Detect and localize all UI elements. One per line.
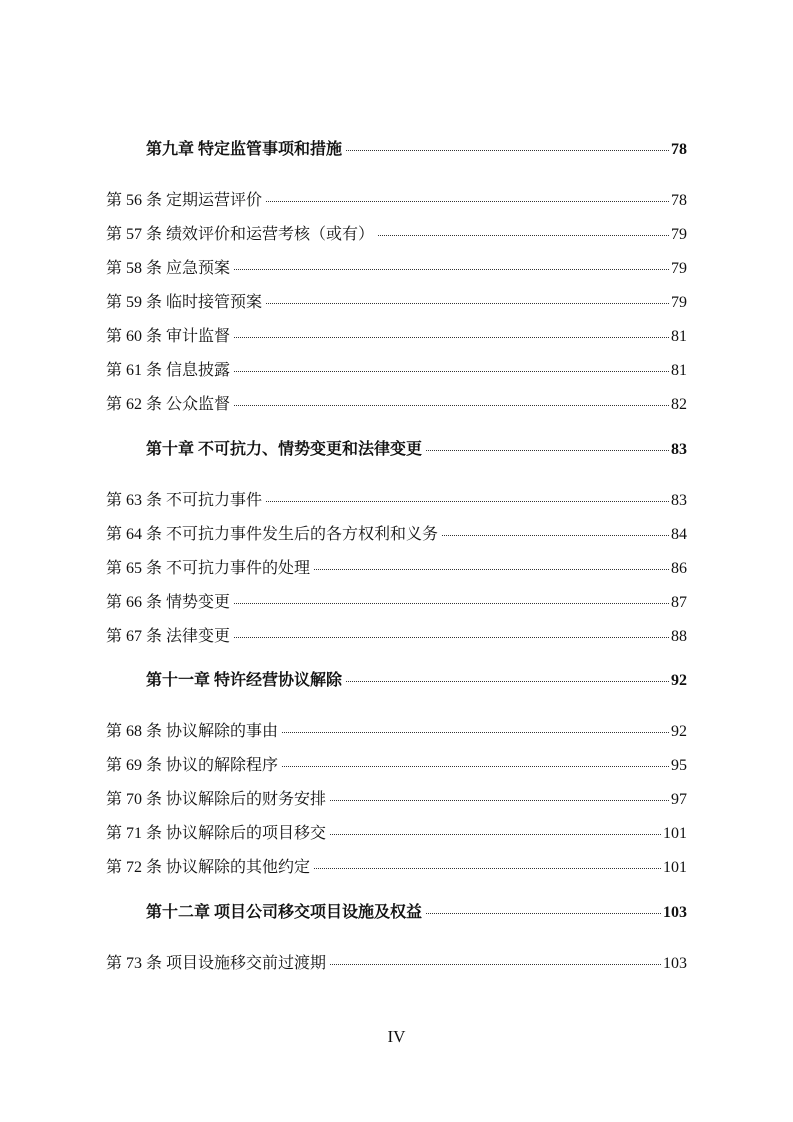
toc-chapter-10 (146, 436, 687, 459)
toc-page-number: 81 (671, 362, 687, 379)
toc-article-59 (106, 289, 687, 312)
toc-page-number: 87 (671, 594, 687, 611)
toc-page-number: 103 (663, 904, 687, 921)
dot-leader (346, 149, 669, 151)
toc-article-56 (106, 187, 687, 210)
toc-article-68 (106, 718, 687, 741)
toc-page-number: 97 (671, 791, 687, 808)
dot-leader (330, 799, 669, 801)
toc-label: 第十一章 特许经营协议解除 (146, 672, 343, 689)
toc-page-number: 86 (671, 560, 687, 577)
toc-page-number: 92 (671, 672, 687, 689)
toc-label: 第 67 条 法律变更 (106, 628, 231, 645)
toc-article-69 (106, 752, 687, 775)
toc-article-65 (106, 555, 687, 578)
toc-label: 第十二章 项目公司移交项目设施及权益 (146, 904, 423, 921)
toc-article-70 (106, 786, 687, 809)
toc-page-number: 83 (671, 441, 687, 458)
toc-label: 第 68 条 协议解除的事由 (106, 723, 279, 740)
toc-page-number: 101 (663, 859, 687, 876)
dot-leader (234, 336, 669, 338)
dot-leader (282, 765, 669, 767)
dot-leader (346, 680, 669, 682)
toc-article-62 (106, 391, 687, 414)
toc-label: 第 69 条 协议的解除程序 (106, 757, 279, 774)
toc-page-number: 81 (671, 328, 687, 345)
toc-page-number: 82 (671, 396, 687, 413)
toc-label: 第九章 特定监管事项和措施 (146, 141, 343, 158)
dot-leader (234, 268, 669, 270)
toc-article-66 (106, 589, 687, 612)
dot-leader (234, 370, 669, 372)
toc-article-60 (106, 323, 687, 346)
toc-label: 第 56 条 定期运营评价 (106, 192, 263, 209)
toc-page-number: 79 (671, 226, 687, 243)
dot-leader (234, 404, 669, 406)
toc-article-57 (106, 221, 687, 244)
dot-leader (282, 731, 669, 733)
toc-label: 第 59 条 临时接管预案 (106, 294, 263, 311)
toc-chapter-11 (146, 667, 687, 690)
toc-page-number: 103 (663, 955, 687, 972)
dot-leader (426, 912, 661, 914)
toc-label: 第 64 条 不可抗力事件发生后的各方权利和义务 (106, 526, 439, 543)
toc-chapter-9 (146, 136, 687, 159)
toc-label: 第 65 条 不可抗力事件的处理 (106, 560, 311, 577)
toc-page-number: 79 (671, 260, 687, 277)
toc-label: 第 57 条 绩效评价和运营考核（或有） (106, 226, 375, 243)
dot-leader (314, 867, 661, 869)
dot-leader (426, 449, 669, 451)
toc-article-61 (106, 357, 687, 380)
toc-label: 第 66 条 情势变更 (106, 594, 231, 611)
dot-leader (330, 833, 661, 835)
toc-page-number: 101 (663, 825, 687, 842)
toc-label: 第十章 不可抗力、情势变更和法律变更 (146, 441, 423, 458)
toc-article-58 (106, 255, 687, 278)
toc-label: 第 58 条 应急预案 (106, 260, 231, 277)
page-number: IV (387, 1027, 406, 1046)
dot-leader (266, 500, 669, 502)
toc-page-number: 84 (671, 526, 687, 543)
dot-leader (266, 200, 669, 202)
dot-leader (266, 302, 669, 304)
toc-article-64 (106, 521, 687, 544)
toc-page-number: 92 (671, 723, 687, 740)
toc-article-71 (106, 820, 687, 843)
toc-label: 第 62 条 公众监督 (106, 396, 231, 413)
toc-page-number: 79 (671, 294, 687, 311)
toc-label: 第 70 条 协议解除后的财务安排 (106, 791, 327, 808)
dot-leader (378, 234, 669, 236)
toc-label: 第 71 条 协议解除后的项目移交 (106, 825, 327, 842)
toc-article-73 (106, 950, 687, 973)
dot-leader (234, 602, 669, 604)
dot-leader (234, 636, 669, 638)
toc-page-number: 78 (671, 192, 687, 209)
dot-leader (330, 963, 661, 965)
dot-leader (314, 568, 669, 570)
toc-label: 第 61 条 信息披露 (106, 362, 231, 379)
toc-article-67 (106, 623, 687, 646)
toc-label: 第 60 条 审计监督 (106, 328, 231, 345)
toc-page-number: 78 (671, 141, 687, 158)
toc-page-number: 95 (671, 757, 687, 774)
toc-page-number: 88 (671, 628, 687, 645)
toc-article-72 (106, 854, 687, 877)
toc-label: 第 72 条 协议解除的其他约定 (106, 859, 311, 876)
toc-article-63 (106, 487, 687, 510)
toc-chapter-12 (146, 899, 687, 922)
toc-label: 第 63 条 不可抗力事件 (106, 492, 263, 509)
toc-page-number: 83 (671, 492, 687, 509)
dot-leader (442, 534, 669, 536)
toc-label: 第 73 条 项目设施移交前过渡期 (106, 955, 327, 972)
